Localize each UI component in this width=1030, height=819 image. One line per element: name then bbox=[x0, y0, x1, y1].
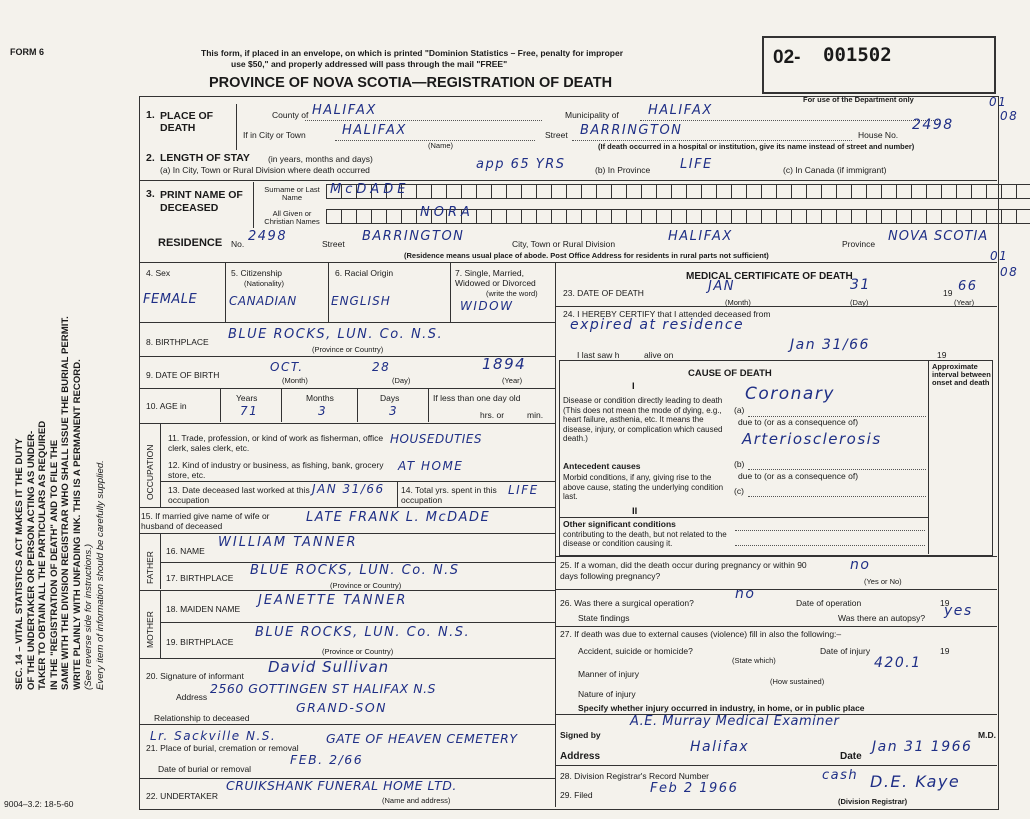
last-worked-value: JAN 31/66 bbox=[312, 482, 385, 496]
street-value: BARRINGTON bbox=[580, 123, 683, 138]
occupation-value: HOUSEDUTIES bbox=[390, 432, 483, 446]
mother-maiden-name: JEANETTE TANNER bbox=[258, 593, 408, 608]
house-number-value: 2498 bbox=[912, 117, 954, 133]
father-name: WILLIAM TANNER bbox=[218, 535, 358, 550]
dept-use-label: For use of the Department only bbox=[803, 95, 914, 104]
alive-on-date: Jan 31/66 bbox=[790, 337, 870, 353]
years-in-occupation: LIFE bbox=[508, 483, 539, 497]
burial-place-prefix: Lr. Sackville N.S. bbox=[150, 729, 277, 743]
pregnancy-answer: no bbox=[850, 557, 871, 573]
death-year: 66 bbox=[958, 279, 978, 294]
autopsy-answer: yes bbox=[944, 603, 973, 619]
citizenship-value: CANADIAN bbox=[229, 294, 297, 308]
stay-city-value: app 65 YRS bbox=[476, 157, 566, 172]
residence-street: BARRINGTON bbox=[362, 229, 465, 244]
informant-address: 2560 GOTTINGEN ST HALIFAX N.S bbox=[210, 681, 436, 696]
reg-prefix: 02- bbox=[773, 47, 801, 68]
municipality-value: HALIFAX bbox=[648, 103, 713, 118]
cash-note: cash bbox=[822, 768, 859, 783]
form-number: FORM 6 bbox=[10, 47, 45, 57]
cause-a: Coronary bbox=[745, 384, 835, 404]
marital-status-value: WIDOW bbox=[460, 299, 514, 313]
county-value: HALIFAX bbox=[312, 103, 377, 118]
registrar-signature: D.E. Kaye bbox=[870, 772, 961, 791]
print-name-label: PRINT NAME OF DECEASED bbox=[160, 189, 243, 214]
residence-label: RESIDENCE bbox=[158, 237, 223, 249]
residence-city: HALIFAX bbox=[668, 229, 733, 244]
certifier-signature: A.E. Murray Medical Examiner bbox=[630, 714, 840, 729]
filed-date: Feb 2 1966 bbox=[650, 781, 739, 796]
certified-date: Jan 31 1966 bbox=[872, 739, 973, 755]
form-title: PROVINCE OF NOVA SCOTIA—REGISTRATION OF DEATH bbox=[209, 75, 613, 91]
form-code: 9004–3.2: 18-5-60 bbox=[4, 799, 74, 809]
certifier-address: Halifax bbox=[690, 739, 750, 755]
manner-code: 420.1 bbox=[874, 655, 922, 671]
dob-year: 1894 bbox=[482, 355, 527, 373]
given-name-value: NORA bbox=[420, 205, 474, 220]
surgery-answer: no bbox=[735, 586, 756, 602]
birthplace-value: BLUE ROCKS, LUN. Co. N.S. bbox=[228, 327, 444, 342]
informant-signature: David Sullivan bbox=[268, 658, 390, 676]
death-month: JAN bbox=[708, 279, 735, 294]
death-registration-form: SEC. 14 – VITAL STATISTICS ACT MAKES IT THE DUTY OF THE UNDERTAKER OR PERSON ACTING AS UNDER- TAKER TO OBTAIN ALL THE PARTICULARS AS REQUIRED IN THE "REGISTRATION OF DEATH" AND TO FILE THE SAME WITH THE DIVISION REGISTRAR WHO SHALL ISSUE THE BURIAL PERMIT. WRITE PLAINLY WITH UNFADING INK. THIS IS A PERMANENT RECORD. (See reverse side for instructions.) Every item of information should be carefully supplied. FORM 6 This form, if placed in an envelope, on which is printed "Dominion Statistics – Free, penalty for improper use $50," and properly addressed will pass through the mail "FREE" PROVINCE OF NOVA SCOTIA—REGISTRATION OF DEATH 02- 001502 For use of the Department only 01 08 01 08 1. PLACE OF DEATH County of HALIFAX Municipality of HALIFAX If in City or Town HALIFAX (Name) Street BARRINGTON House No. 2498 (If death occurred in a hospital or institution, give its name instead of street and number) 2. LENGTH OF STAY (in years, months and days) (a) In City, Town or Rural Division where death occurred app 65 YRS (b) In Province LIFE (c) In Canada (if immigrant) 3. PRINT NAME OF DECEASED Surname or Last Name All Given or Christian Names McDADE NORA RESIDENCE No. 2498 Street BARRINGTON City, Town or Rural Division HALIFAX Province NOVA SCOTIA (Residence means usual place of abode. Post Office Address for residents in rural parts not sufficient) 4. Sex FEMALE 5. Citizenship (Nationality) CANADIAN 6. Racial Origin ENGLISH 7. Single, Married, Widowed or Divorced (write the word) WIDOW 8. BIRTHPLACE BLUE ROCKS, LUN. Co. N.S. (Province or Country) 9. DATE OF BIRTH OCT. 28 1894 (Month) (Day) (Year) 10. AGE in Years Months Days 71 3 3 If less than one day old hrs. or min. OCCUPATION 11. Trade, profession, or kind of work as fisherman, office clerk, sales clerk, etc. HOUSEDUTIES 12. Kind of industry or business, as fishing, bank, grocery store, etc. AT HOME 13. Date deceased last worked at this occupation JAN 31/66 14. Total yrs. spent in this occupation LIFE 15. If married give name of wife or husband of deceased LATE FRANK L. McDADE FATHER 16. NAME WILLIAM TANNER 17. BIRTHPLACE BLUE ROCKS, LUN. Co. N.S (Province or Country) MOTHER 18. MAIDEN NAME JEANETTE TANNER 19. BIRTHPLACE BLUE ROCKS, LUN. Co. N.S. (Province or Country) 20. Signature of informant David Sullivan Address 2560 GOTTINGEN ST HALIFAX N.S Relationship to deceased GRAND-SON 21. Place of burial, cremation or removal Lr. Sackville N.S. GATE OF HEAVEN CEMETERY Date of burial or removal FEB. 2/66 22. UNDERTAKER CRUIKSHANK FUNERAL HOME LTD. (Name and address) MEDICAL CERTIFICATE OF DEATH 23. DATE OF DEATH JAN 31 19 66 (Month) (Day) (Year) 24. I HEREBY CERTIFY that I attended deceased from expired at residence I last saw h alive on Jan 31/66 19 CAUSE OF DEATH I Approximate interval between onset and death Disease or condition directly leading to death (This does not mean the mode of dying, e.g., heart failure, asthenia, etc. It means the disease, injury, or complication which caused death.) (a) Coronary due to (or as a consequence of) Arteriosclerosis Antecedent causes Morbid conditions, if any, giving rise to the above cause, stating the underlying condition last. (b) due to (or as a consequence of) (c) II Other significant conditions contributing to the death, but not related to the disease or condition causing it. 25. If a woman, did the death occur during pregnancy or within 90 days following pregnancy? no (Yes or No) 26. Was there a surgical operation? no Date of operation 19 State findings Was there an autopsy? yes 27. If death was due to external causes (violence) fill in also the following:– Accident, suicide or homicide? Date of injury 19 (State which) Manner of injury 420.1 (How sustained) Nature of injury Specify whether injury occurred in industry, in home, or in public place Signed by A.E. Murray Medical Examiner M.D. Address Halifax Date Jan 31 1966 28. Division Registrar's Record Number cash 29. Filed Feb 2 1966 D.E. Kaye (Division Registrar) 9004–3.2: 18-5-60 bbox=[0, 0, 1030, 819]
medical-certificate-title: MEDICAL CERTIFICATE OF DEATH bbox=[686, 271, 853, 282]
burial-place: GATE OF HEAVEN CEMETERY bbox=[326, 731, 518, 746]
stay-province-value: LIFE bbox=[680, 157, 713, 172]
envelope-note-1: This form, if placed in an envelope, on which is printed "Dominion Statistics – Free, penalty for improper bbox=[201, 48, 624, 58]
registration-number: 001502 bbox=[823, 44, 892, 66]
place-of-death-label: PLACE OF DEATH bbox=[160, 110, 214, 134]
residence-province: NOVA SCOTIA bbox=[888, 229, 989, 244]
relationship-value: GRAND-SON bbox=[296, 700, 388, 715]
attended-note: expired at residence bbox=[570, 317, 745, 333]
age-years: 71 bbox=[240, 404, 259, 418]
age-months: 3 bbox=[318, 404, 328, 418]
surname-value: McDADE bbox=[330, 182, 410, 197]
cause-b: Arteriosclerosis bbox=[742, 430, 882, 448]
sex-value: FEMALE bbox=[143, 292, 198, 307]
burial-date: FEB. 2/66 bbox=[290, 752, 364, 767]
mother-birthplace: BLUE ROCKS, LUN. Co. N.S. bbox=[255, 625, 471, 640]
undertaker-value: CRUIKSHANK FUNERAL HOME LTD. bbox=[226, 778, 457, 793]
racial-origin-value: ENGLISH bbox=[331, 294, 391, 308]
envelope-note-2: use $50," and properly addressed will pass through the mail "FREE" bbox=[231, 59, 508, 69]
spouse-value: LATE FRANK L. McDADE bbox=[306, 510, 491, 525]
instructions-side-note: SEC. 14 – VITAL STATISTICS ACT MAKES IT THE DUTY OF THE UNDERTAKER OR PERSON ACTING AS UNDER- TAKER TO OBTAIN ALL THE PARTICULARS AS REQUIRED IN THE "REGISTRATION OF DEATH" AND TO FILE THE SAME WITH THE DIVISION REGISTRAR WHO SHALL ISSUE THE BURIAL PERMIT. WRITE PLAINLY WITH UNFADING INK. THIS IS A PERMANENT RECORD. (See reverse side for instructions.) Every item of information should be carefully supplied. bbox=[14, 316, 106, 690]
dob-month: OCT. bbox=[270, 360, 304, 374]
residence-number: 2498 bbox=[248, 229, 288, 244]
city-value: HALIFAX bbox=[342, 123, 407, 138]
industry-value: AT HOME bbox=[398, 459, 464, 473]
father-birthplace: BLUE ROCKS, LUN. Co. N.S bbox=[250, 563, 460, 578]
length-of-stay-label: LENGTH OF STAY bbox=[160, 152, 250, 164]
dob-day: 28 bbox=[372, 360, 391, 374]
age-days: 3 bbox=[389, 404, 399, 418]
death-day: 31 bbox=[850, 277, 871, 293]
